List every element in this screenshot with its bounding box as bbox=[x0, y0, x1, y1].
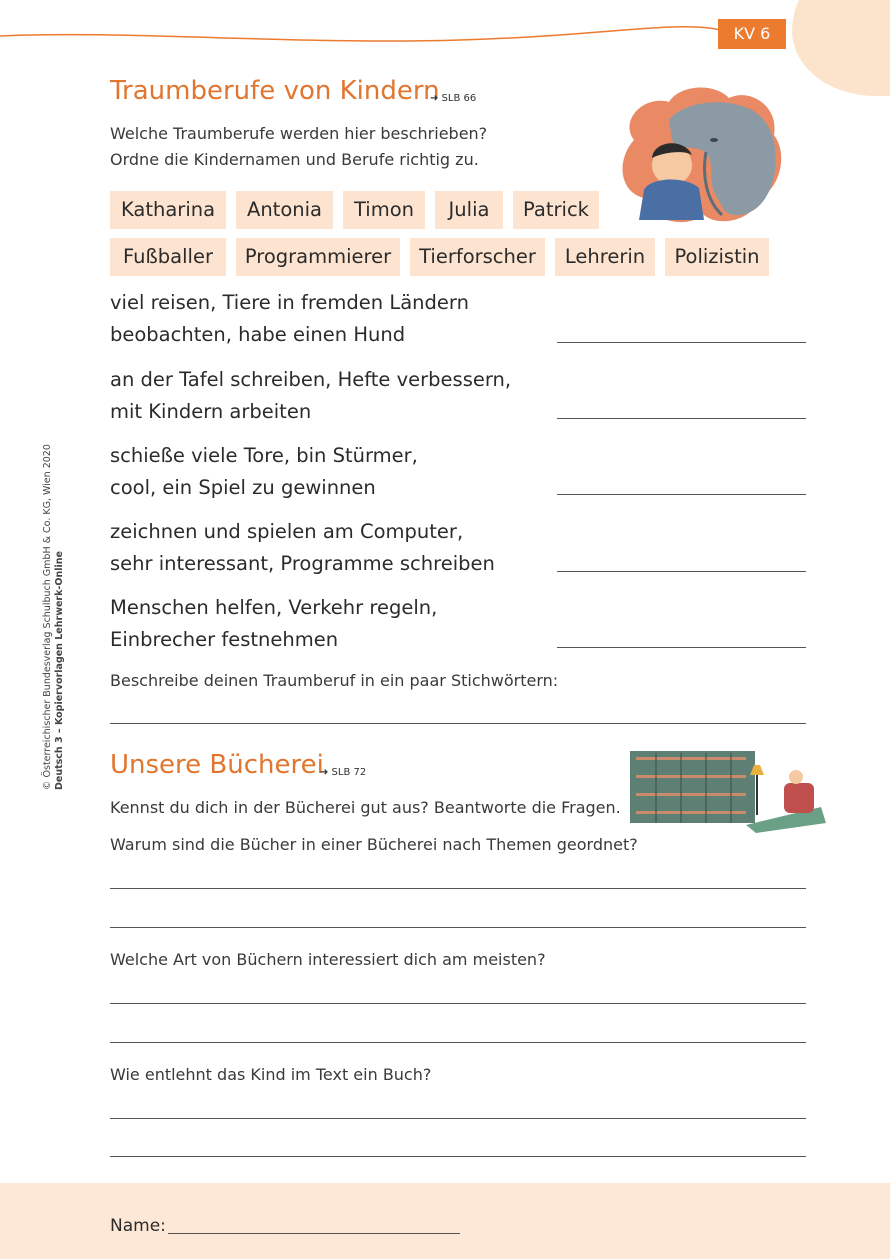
question-1-line-2[interactable] bbox=[110, 927, 806, 928]
description-1-line-2: beobachten, habe einen Hund bbox=[110, 323, 406, 346]
copyright-text: © Österreichischer Bundesverlag Schulbuch GmbH & Co. KG, Wien 2020 bbox=[42, 444, 53, 790]
question-3-line-2[interactable] bbox=[110, 1156, 806, 1157]
section1-instruction-1: Welche Traumberufe werden hier beschrieben? bbox=[110, 124, 488, 143]
describe-answer-line[interactable] bbox=[110, 723, 806, 724]
name-chip-julia: Julia bbox=[435, 191, 503, 229]
description-4-line-2: sehr interessant, Programme schreiben bbox=[110, 552, 495, 575]
description-2-line-1: an der Tafel schreiben, Hefte verbessern, bbox=[110, 368, 512, 391]
name-chip-patrick: Patrick bbox=[513, 191, 599, 229]
answer-line-1[interactable] bbox=[557, 342, 806, 343]
section2-intro: Kennst du dich in der Bücherei gut aus? Beantworte die Fragen. bbox=[110, 798, 621, 817]
name-label: Name: bbox=[110, 1216, 166, 1236]
question-2-line-1[interactable] bbox=[110, 1003, 806, 1004]
question-3-line-1[interactable] bbox=[110, 1118, 806, 1119]
side-copyright bbox=[42, 444, 66, 790]
section1-instruction-2: Ordne die Kindernamen und Berufe richtig zu. bbox=[110, 150, 479, 169]
description-1-line-1: viel reisen, Tiere in fremden Ländern bbox=[110, 291, 469, 314]
series-text: Deutsch 3 – Kopiervorlagen Lehrwerk-Online bbox=[54, 551, 65, 790]
description-3-line-2: cool, ein Spiel zu gewinnen bbox=[110, 476, 376, 499]
name-chip-antonia: Antonia bbox=[236, 191, 333, 229]
answer-line-2[interactable] bbox=[557, 418, 806, 419]
section1-title: Traumberufe von Kindern bbox=[110, 76, 440, 106]
description-5-line-2: Einbrecher festnehmen bbox=[110, 628, 339, 651]
library-illustration bbox=[626, 745, 826, 835]
job-chip-polizistin: Polizistin bbox=[665, 238, 769, 276]
describe-prompt: Beschreibe deinen Traumberuf in ein paar Stichwörtern: bbox=[110, 671, 559, 690]
section2-title: Unsere Bücherei bbox=[110, 750, 324, 780]
job-chip-fussballer: Fußballer bbox=[110, 238, 226, 276]
description-3-line-1: schieße viele Tore, bin Stürmer, bbox=[110, 444, 418, 467]
answer-line-3[interactable] bbox=[557, 494, 806, 495]
job-chip-lehrerin: Lehrerin bbox=[555, 238, 655, 276]
question-3: Wie entlehnt das Kind im Text ein Buch? bbox=[110, 1065, 432, 1084]
answer-line-5[interactable] bbox=[557, 647, 806, 648]
section1-ref: ➜ SLB 66 bbox=[430, 93, 477, 104]
job-chip-programmierer: Programmierer bbox=[236, 238, 400, 276]
description-5-line-1: Menschen helfen, Verkehr regeln, bbox=[110, 596, 438, 619]
elephant-hug-illustration bbox=[614, 80, 786, 230]
question-2-line-2[interactable] bbox=[110, 1042, 806, 1043]
question-1: Warum sind die Bücher in einer Bücherei nach Themen geordnet? bbox=[110, 835, 638, 854]
page-label: KV 6 bbox=[718, 19, 786, 49]
question-2: Welche Art von Büchern interessiert dich am meisten? bbox=[110, 950, 546, 969]
corner-blob bbox=[792, 0, 890, 96]
name-chip-katharina: Katharina bbox=[110, 191, 226, 229]
section2-ref: ➜ SLB 72 bbox=[320, 767, 367, 778]
answer-line-4[interactable] bbox=[557, 571, 806, 572]
job-chip-tierforscher: Tierforscher bbox=[410, 238, 545, 276]
question-1-line-1[interactable] bbox=[110, 888, 806, 889]
name-chip-timon: Timon bbox=[343, 191, 425, 229]
description-4-line-1: zeichnen und spielen am Computer, bbox=[110, 520, 464, 543]
description-2-line-2: mit Kindern arbeiten bbox=[110, 400, 312, 423]
name-input-line[interactable] bbox=[168, 1233, 460, 1234]
